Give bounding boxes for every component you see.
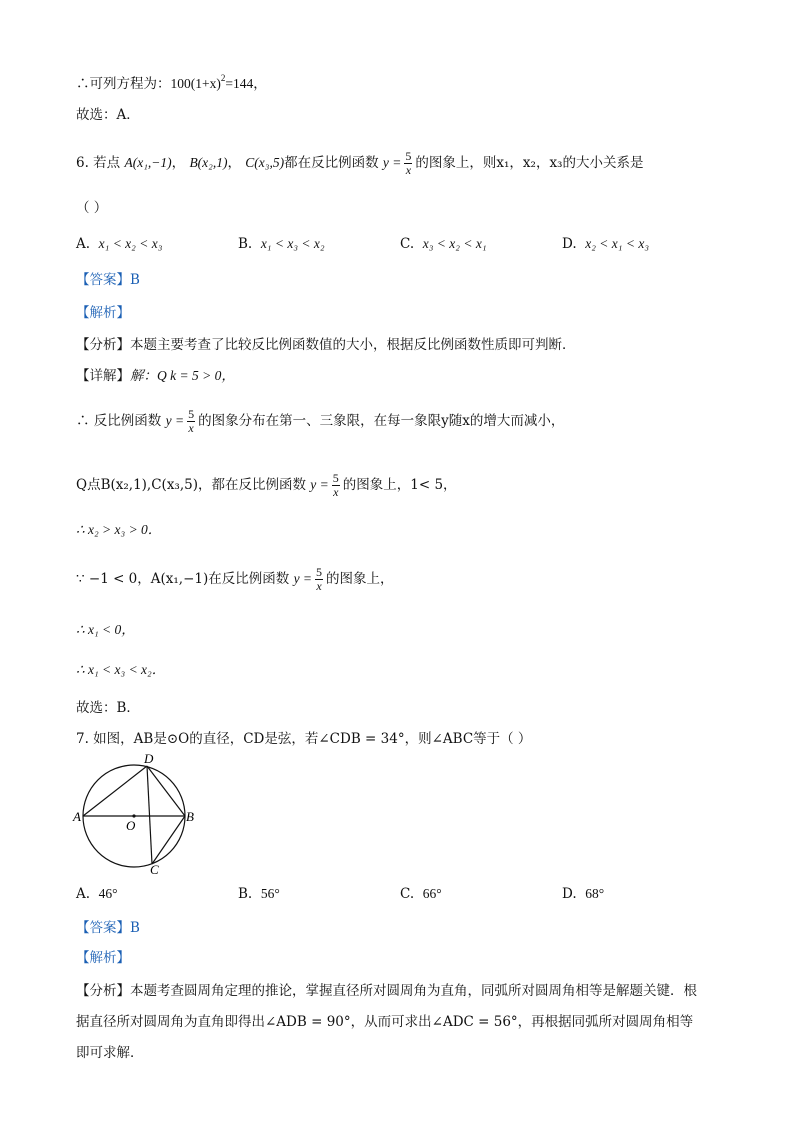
option-key: D.	[562, 886, 577, 902]
equation-prefix: ∴可列方程为：	[76, 76, 171, 92]
q6-step-5: ∴ x₁ < 0，	[76, 622, 135, 637]
q6-detail	[76, 366, 235, 386]
q6-choose: 故选：B．	[76, 700, 140, 716]
option-text: x₁ < x₂ < x₃	[98, 236, 163, 251]
frac-den: x	[405, 163, 412, 177]
chord-dc	[147, 766, 152, 864]
frac-den: x	[316, 579, 322, 593]
func-y: y =	[382, 155, 402, 170]
frac-den: x	[333, 485, 339, 499]
option-key: C.	[400, 886, 415, 902]
q7-analysis-2: 据直径所对圆周角为直角即得出∠ADB = 90°，从而可求出∠ADC = 56°，再根据同弧所对圆周角相等	[76, 1014, 694, 1030]
label-c: C	[150, 862, 159, 876]
fraction-5-over-x	[187, 408, 195, 435]
label-d: D	[144, 752, 154, 766]
q7-option-d	[562, 886, 604, 902]
q6-option-c	[400, 236, 487, 252]
q6-paren: （ ）	[76, 200, 108, 216]
point-a: A(x₁,−1)	[124, 155, 172, 170]
func-y: y =	[165, 413, 185, 428]
q6-option-a	[76, 236, 162, 252]
frac-num: 5	[332, 471, 339, 485]
step-post: 的图象上，1< 5，	[342, 477, 457, 493]
q6-analysis: 【分析】本题主要考查了比较反比例函数值的大小，根据反比例函数性质即可判断．	[76, 337, 576, 353]
step-post: 的图象上，	[326, 571, 394, 587]
q6-option-d	[562, 236, 649, 252]
frac-num: 5	[316, 565, 323, 579]
fraction-5-over-x	[404, 150, 412, 177]
fraction-5-over-x	[332, 472, 340, 499]
chord-ad	[83, 766, 147, 816]
frac-den: x	[188, 421, 194, 435]
q7-option-a	[76, 886, 118, 902]
label-o: O	[126, 818, 136, 833]
option-key: A.	[76, 236, 91, 252]
option-text: x₁ < x₃ < x₂	[260, 236, 325, 251]
option-text: 46°	[98, 886, 118, 901]
option-text: x₃ < x₂ < x₁	[422, 236, 487, 251]
q7-option-c	[400, 886, 442, 902]
option-key: B.	[238, 886, 253, 902]
circle-figure	[72, 752, 202, 876]
option-key: D.	[562, 236, 577, 252]
option-text: 56°	[260, 886, 280, 901]
q6-option-b	[238, 236, 325, 252]
equation-line	[76, 68, 267, 94]
option-text: 68°	[585, 886, 605, 901]
q6-answer: 【答案】B	[76, 272, 140, 288]
step-pre: ∴ 反比例函数	[76, 413, 162, 429]
q7-analysis-3: 即可求解．	[76, 1045, 144, 1061]
q6-number: 6. 若点	[76, 155, 121, 171]
chord-db	[147, 766, 185, 816]
step-post: 的图象分布在第一、三象限，在每一象限y随x的增大而减小，	[198, 413, 565, 429]
q6-step-6: ∴ x₁ < x₃ < x₂．	[76, 662, 166, 677]
point-b: B(x₂,1)	[189, 155, 228, 170]
option-text: 66°	[422, 886, 442, 901]
step-pre: Q点B(x₂,1),C(x₃,5)，都在反比例函数	[76, 477, 306, 493]
option-text: x₂ < x₁ < x₃	[585, 236, 650, 251]
func-y: y =	[310, 477, 329, 492]
func-y: y =	[293, 571, 313, 586]
q7-option-b	[238, 886, 280, 902]
q6-step-4	[76, 566, 394, 593]
chord-bc	[152, 816, 185, 864]
fraction-5-over-x	[315, 566, 323, 593]
q6-stem-post: 的图象上，则x₁，x₂，x₃的大小关系是	[415, 155, 644, 171]
equation-exponent: 2	[220, 73, 226, 83]
choose-a-line: 故选：A．	[76, 107, 140, 123]
detail-text: 解：Q k = 5 > 0，	[130, 368, 235, 383]
frac-num: 5	[188, 407, 195, 421]
option-key: C.	[400, 236, 415, 252]
q6-stem-mid: 都在反比例函数	[284, 155, 379, 171]
label-b: B	[186, 809, 194, 824]
q6-step-3: ∴ x₂ > x₃ > 0．	[76, 522, 162, 537]
label-a: A	[73, 809, 81, 824]
detail-tag: 【详解】	[76, 368, 130, 384]
equation-expr: 100(1+x)	[170, 76, 221, 91]
frac-num: 5	[405, 149, 412, 163]
option-key: A.	[76, 886, 91, 902]
q6-step-2	[76, 472, 457, 499]
equation-rhs: =144，	[225, 76, 267, 91]
q7-stem: 7. 如图，AB是⊙O的直径，CD是弦，若∠CDB = 34°，则∠ABC等于（ ）	[76, 731, 532, 747]
q7-answer: 【答案】B	[76, 920, 140, 936]
q7-analysis-1: 【分析】本题考查圆周角定理的推论，掌握直径所对圆周角为直角，同弧所对圆周角相等是解题关键．根	[76, 983, 697, 999]
q6-stem: 6. 若点 A(x₁,−1)， B(x₂,1)， C(x₃,5)都在反比例函数 y = $\frac{5}{x}$ 的图象上，则x₁，x₂，x₃的大小关系是	[76, 149, 644, 177]
q6-jiexi: 【解析】	[76, 305, 130, 321]
q6-step-1	[76, 408, 564, 435]
q7-jiexi: 【解析】	[76, 950, 130, 966]
option-key: B.	[238, 236, 253, 252]
point-c: C(x₃,5)	[245, 155, 285, 170]
step-pre: ∵ −1 < 0，A(x₁,−1)在反比例函数	[76, 571, 290, 587]
